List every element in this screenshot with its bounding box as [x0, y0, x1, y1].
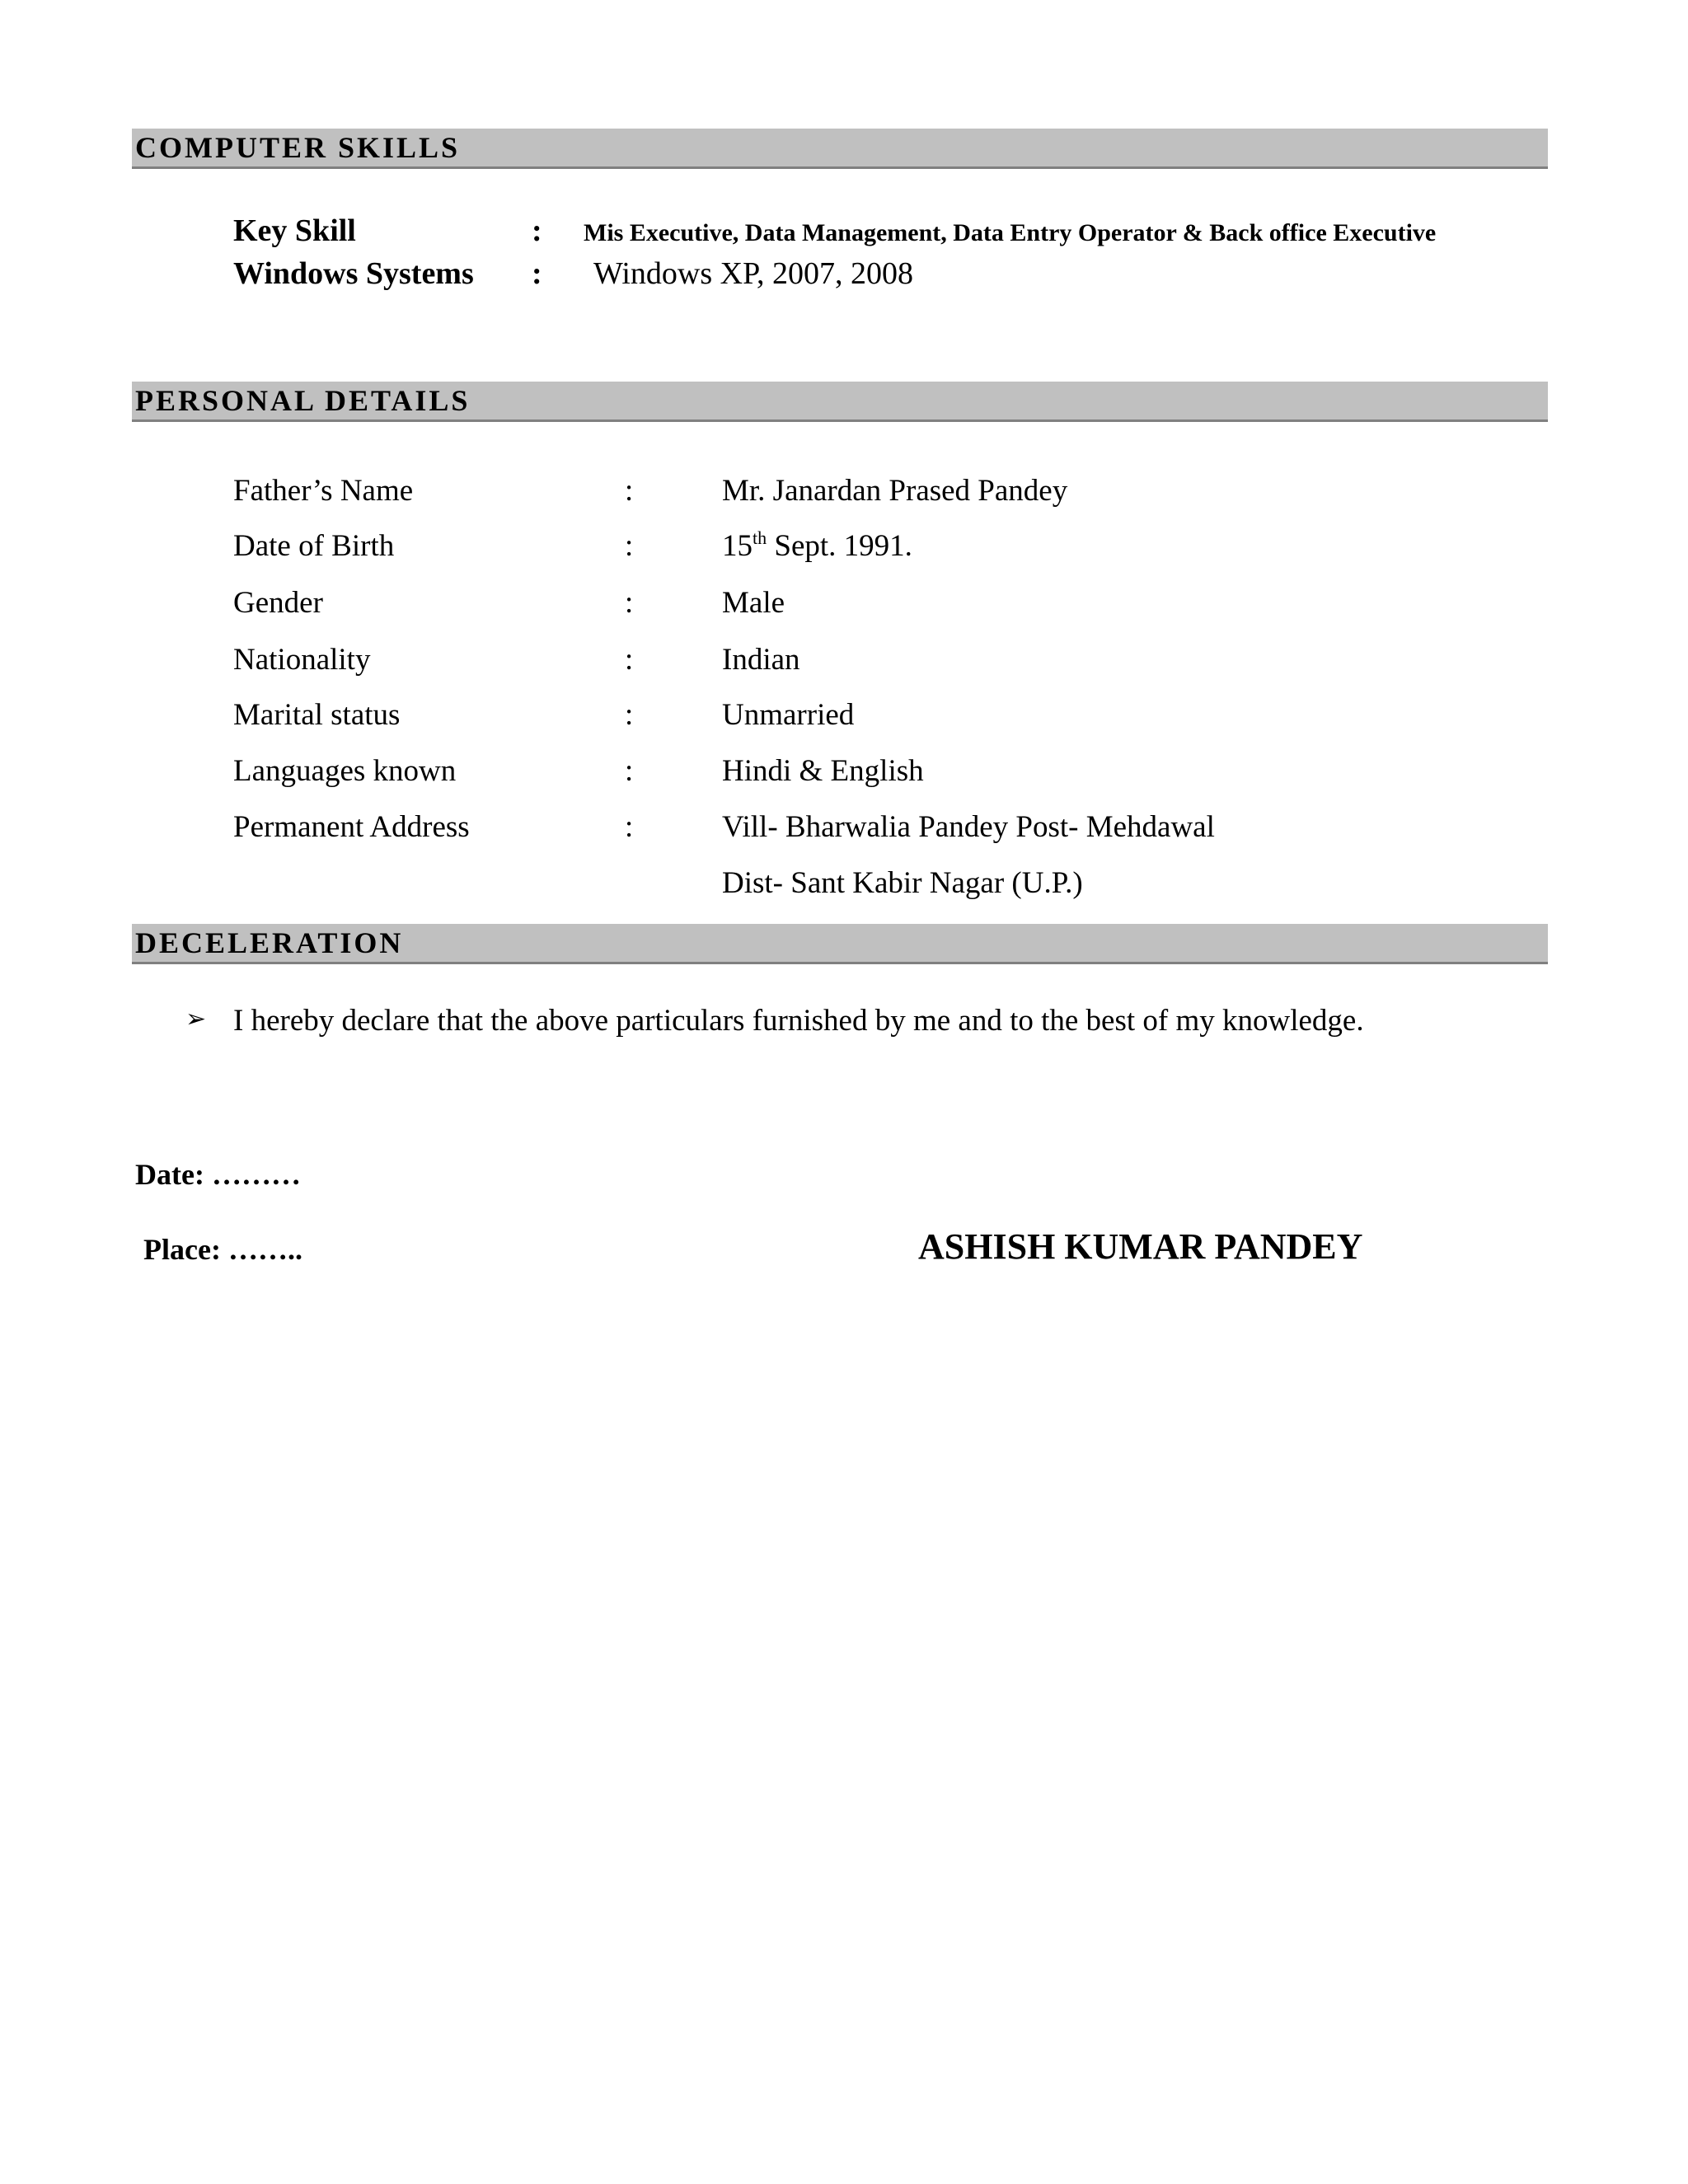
dob-colon: :: [625, 529, 634, 563]
personal-details-header: [132, 382, 1548, 422]
windows-systems-value: Windows XP, 2007, 2008: [593, 256, 913, 291]
date-label: Date: ………: [135, 1158, 301, 1191]
gender-label: Gender: [233, 586, 323, 620]
languages-label: Languages known: [233, 754, 457, 788]
personal-details-heading: PERSONAL DETAILS: [135, 384, 471, 417]
address-line-2: Dist- Sant Kabir Nagar (U.P.): [722, 866, 1083, 900]
languages-colon: :: [625, 754, 634, 788]
nationality-colon: :: [625, 643, 634, 677]
declaration-header: [132, 924, 1548, 964]
nationality-value: Indian: [722, 643, 800, 677]
address-label: Permanent Address: [233, 810, 470, 844]
father-name-label: Father’s Name: [233, 474, 414, 508]
gender-colon: :: [625, 586, 634, 620]
marital-status-label: Marital status: [233, 698, 401, 732]
dob-label: Date of Birth: [233, 529, 395, 563]
marital-status-colon: :: [625, 698, 634, 732]
bullet-arrow-icon: ➢: [185, 1005, 207, 1033]
declaration-heading: DECELERATION: [135, 926, 404, 959]
address-colon: :: [625, 810, 634, 844]
key-skill-value: Mis Executive, Data Management, Data Entry Operator & Back office Executive: [584, 219, 1437, 246]
gender-value: Male: [722, 586, 785, 620]
nationality-label: Nationality: [233, 643, 371, 677]
key-skill-colon: :: [532, 213, 542, 248]
dob-day: 15: [722, 529, 753, 563]
dob-rest: Sept. 1991.: [767, 529, 912, 563]
windows-systems-label: Windows Systems: [233, 256, 474, 291]
languages-value: Hindi & English: [722, 754, 924, 788]
place-label: Place: ……..: [143, 1233, 302, 1266]
windows-systems-colon: :: [532, 256, 542, 291]
declaration-text: I hereby declare that the above particulars furnished by me and to the best of my knowledge.: [233, 1004, 1364, 1038]
address-line-1: Vill- Bharwalia Pandey Post- Mehdawal: [722, 810, 1215, 844]
marital-status-value: Unmarried: [722, 698, 855, 732]
computer-skills-header: [132, 129, 1548, 169]
computer-skills-heading: COMPUTER SKILLS: [135, 131, 461, 164]
father-name-value: Mr. Janardan Prased Pandey: [722, 474, 1068, 508]
dob-suffix: th: [753, 527, 767, 548]
dob-value: [722, 528, 912, 564]
key-skill-label: Key Skill: [233, 213, 356, 248]
signature-name: ASHISH KUMAR PANDEY: [918, 1226, 1363, 1267]
father-name-colon: :: [625, 474, 634, 508]
